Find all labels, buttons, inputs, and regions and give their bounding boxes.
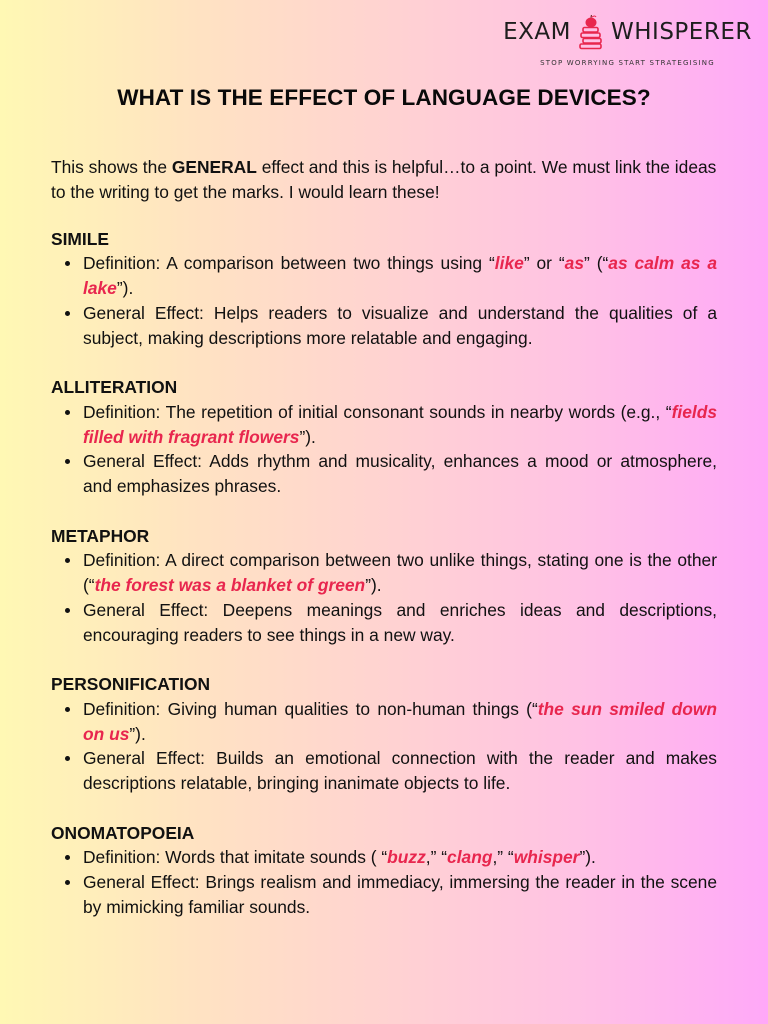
intro-emphasis: GENERAL	[171, 157, 257, 177]
effect-item: General Effect: Brings realism and immediacy, immersing the reader in the scene by mimicking familiar sounds.	[83, 870, 717, 920]
definition-text: Definition: Words that imitate sounds ( “	[83, 847, 388, 868]
section-heading: ONOMATOPOEIA	[51, 822, 195, 843]
section-metaphor	[51, 524, 717, 648]
effect-item: General Effect: Builds an emotional connection with the reader and makes descriptions relatable, bringing inanimate objects to life.	[83, 746, 717, 796]
definition-item	[83, 400, 717, 450]
example-text: as	[564, 253, 585, 274]
definition-text: ,” “	[425, 847, 448, 868]
definition-text: ” or “	[523, 253, 565, 274]
definition-text: Definition: A direct comparison between two unlike things, stating one is the other (“	[83, 550, 717, 596]
bullet-list	[51, 845, 717, 919]
example-text: as calm as a lake	[83, 253, 717, 299]
definition-item	[83, 845, 717, 870]
definition-text: Definition: Giving human qualities to non-human things (“	[83, 698, 538, 719]
definition-text: ”).	[579, 847, 596, 868]
definition-text: Definition: The repetition of initial consonant sounds in nearby words (e.g., “	[83, 401, 672, 422]
apple-on-books-icon	[577, 14, 605, 50]
brand-logo	[500, 14, 755, 67]
section-personification	[51, 672, 717, 796]
definition-text: ”).	[129, 723, 146, 744]
section-heading: METAPHOR	[51, 525, 150, 546]
document-body	[51, 155, 717, 944]
section-heading: ALLITERATION	[51, 377, 178, 398]
logo-row	[500, 14, 755, 50]
logo-word-whisperer: WHISPERER	[611, 19, 752, 45]
example-text: clang	[447, 847, 493, 868]
example-text: like	[494, 253, 524, 274]
bullet-list	[51, 400, 717, 499]
intro-paragraph	[51, 155, 717, 205]
bullet-list	[51, 548, 717, 647]
section-onomatopoeia	[51, 821, 717, 920]
definition-text: ”).	[116, 278, 134, 299]
example-text: fields filled with fragrant flowers	[83, 401, 717, 447]
definition-text: ”).	[365, 575, 382, 596]
definition-text: ”).	[299, 426, 316, 447]
bullet-list	[51, 697, 717, 796]
intro-text-before: This shows the	[51, 157, 172, 177]
effect-item: General Effect: Deepens meanings and enriches ideas and descriptions, encouraging readers to see things in a new way.	[83, 598, 717, 648]
definition-item	[83, 548, 717, 598]
section-alliteration	[51, 375, 717, 499]
device-sections	[51, 227, 717, 920]
effect-item: General Effect: Helps readers to visualize and understand the qualities of a subject, making descriptions more relatable and engaging.	[83, 301, 717, 351]
page-title: WHAT IS THE EFFECT OF LANGUAGE DEVICES?	[117, 85, 651, 110]
definition-text: ” (“	[584, 253, 609, 274]
definition-text: Definition: A comparison between two things using “	[83, 253, 495, 274]
bullet-list	[51, 251, 717, 350]
definition-text: ,” “	[492, 847, 514, 868]
example-text: the forest was a blanket of green	[94, 575, 366, 596]
section-simile	[51, 227, 717, 351]
section-heading: SIMILE	[51, 228, 109, 249]
definition-item	[83, 697, 717, 747]
intro-text-after: effect and this is helpful…to a point. We must link the ideas to the writing to get the marks. I would learn these!	[51, 157, 717, 202]
example-text: whisper	[513, 847, 580, 868]
example-text: the sun smiled down on us	[83, 698, 717, 744]
effect-item: General Effect: Adds rhythm and musicality, enhances a mood or atmosphere, and emphasizes phrases.	[83, 449, 717, 499]
logo-word-exam: EXAM	[503, 19, 572, 45]
logo-tagline: STOP WORRYING START STRATEGISING	[540, 59, 715, 67]
definition-item	[83, 251, 717, 301]
section-heading: PERSONIFICATION	[51, 674, 211, 695]
example-text: buzz	[387, 847, 426, 868]
